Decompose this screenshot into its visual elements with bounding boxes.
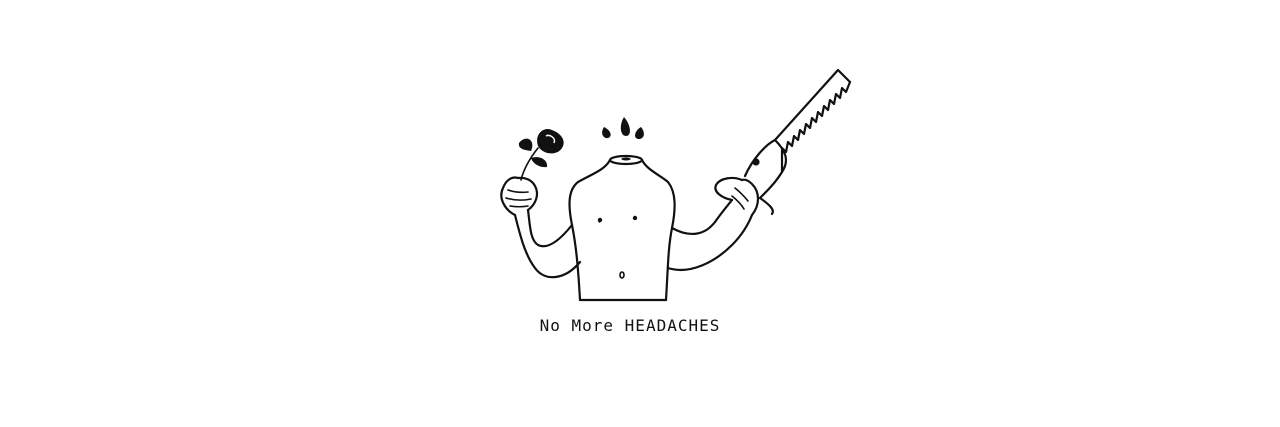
left-arm bbox=[501, 177, 580, 277]
splash-icon bbox=[602, 117, 644, 139]
caption-text: No More HEADACHES bbox=[539, 316, 721, 335]
torso bbox=[570, 156, 675, 300]
rose-icon bbox=[519, 129, 564, 180]
right-arm bbox=[668, 178, 758, 270]
saw-icon bbox=[745, 70, 850, 214]
